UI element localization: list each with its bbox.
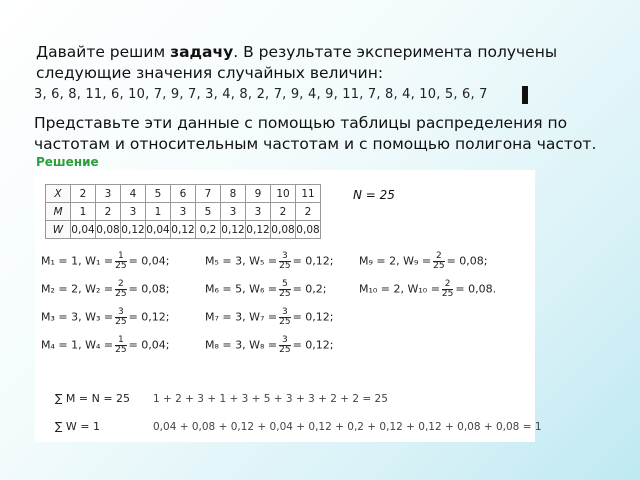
- sum-label: ∑ W = 1: [55, 420, 100, 433]
- mw-rhs: = 0,12;: [128, 310, 170, 324]
- fraction: [279, 336, 290, 355]
- mw-lhs: M₂ = 2, W₂ =: [41, 282, 114, 296]
- table-cell: 1: [146, 203, 171, 221]
- fraction: [279, 252, 290, 271]
- fraction-denominator: 25: [441, 289, 454, 299]
- table-cell: 0,04: [146, 221, 171, 239]
- mw-rhs: = 0,08;: [128, 282, 170, 296]
- fraction-numerator: 3: [279, 336, 290, 346]
- fraction-numerator: 1: [115, 336, 126, 346]
- mw-calculation: [41, 252, 169, 271]
- fraction: [115, 336, 126, 355]
- fraction-denominator: 25: [279, 289, 291, 299]
- fraction-numerator: 1: [115, 252, 126, 262]
- text-cursor-bar: [522, 86, 528, 104]
- mw-calculation: [205, 336, 333, 355]
- solution-panel: [35, 170, 542, 442]
- mw-calculation: [205, 308, 333, 327]
- mw-calculation: [359, 280, 496, 299]
- fraction: [442, 280, 453, 299]
- total-count: N = 25: [353, 188, 395, 202]
- table-cell: 0,2: [196, 221, 221, 239]
- table-cell: 0,08: [96, 221, 121, 239]
- mw-rhs: = 0,04;: [128, 254, 170, 268]
- fraction: [279, 280, 290, 299]
- table-cell: 3: [96, 185, 121, 203]
- table-cell: 0,12: [221, 221, 246, 239]
- fraction-denominator: 25: [115, 289, 127, 299]
- mw-rhs: = 0,08.: [455, 282, 497, 296]
- values-list: 3, 6, 8, 11, 6, 10, 7, 9, 7, 3, 4, 8, 2, 7, 9, 4, 9, 11, 7, 8, 4, 10, 5, 6, 7: [34, 87, 488, 102]
- mw-rhs: = 0,12;: [292, 338, 334, 352]
- fraction-denominator: 25: [115, 261, 127, 271]
- fraction: [115, 252, 126, 271]
- fraction-denominator: 25: [115, 345, 127, 355]
- table-cell: 5: [196, 203, 221, 221]
- mw-rhs: = 0,08;: [446, 254, 488, 268]
- table-cell: 10: [271, 185, 296, 203]
- mw-lhs: M₇ = 3, W₇ =: [205, 310, 278, 324]
- table-cell: 3: [171, 203, 196, 221]
- table-cell: 2: [296, 203, 321, 221]
- table-cell: 5: [146, 185, 171, 203]
- frequency-table: [45, 184, 321, 239]
- mw-calculation: [41, 336, 169, 355]
- fraction: [279, 308, 290, 327]
- fraction-numerator: 2: [115, 280, 126, 290]
- mw-lhs: M₃ = 3, W₃ =: [41, 310, 114, 324]
- table-cell: 11: [296, 185, 321, 203]
- row-header: X: [46, 185, 71, 203]
- mw-calculation: [205, 252, 333, 271]
- table-cell: 8: [221, 185, 246, 203]
- task-paragraph: Представьте эти данные с помощью таблицы распределения по частотам и относительным частотам и с помощью полигона частот.: [34, 114, 597, 153]
- fraction-denominator: 25: [279, 317, 291, 327]
- mw-lhs: M₁ = 1, W₁ =: [41, 254, 114, 268]
- fraction-numerator: 3: [279, 308, 290, 318]
- sum-expression: 1 + 2 + 3 + 1 + 3 + 5 + 3 + 3 + 2 + 2 = 25: [153, 393, 388, 405]
- table-cell: 3: [121, 203, 146, 221]
- fraction-numerator: 2: [433, 252, 444, 262]
- mw-lhs: M₄ = 1, W₄ =: [41, 338, 114, 352]
- table-cell: 3: [221, 203, 246, 221]
- intro-text-2: . В результате эксперимента получены следующие значения случайных величин:: [36, 43, 558, 82]
- mw-rhs: = 0,12;: [292, 254, 334, 268]
- mw-calculation: [205, 280, 326, 299]
- mw-rhs: = 0,2;: [292, 282, 327, 296]
- fraction-denominator: 25: [433, 261, 445, 271]
- intro-text-1: Давайте решим: [36, 43, 171, 61]
- table-cell: 0,12: [246, 221, 271, 239]
- table-cell: 9: [246, 185, 271, 203]
- fraction: [115, 280, 126, 299]
- fraction-denominator: 25: [279, 261, 291, 271]
- mw-lhs: M₅ = 3, W₅ =: [205, 254, 278, 268]
- row-header: W: [46, 221, 71, 239]
- table-cell: 0,08: [271, 221, 296, 239]
- sum-expression: 0,04 + 0,08 + 0,12 + 0,04 + 0,12 + 0,2 + 0,12 + 0,12 + 0,08 + 0,08 = 1: [153, 421, 542, 433]
- fraction: [433, 252, 444, 271]
- table-cell: 0,08: [296, 221, 321, 239]
- table-cell: 4: [121, 185, 146, 203]
- table-cell: 0,12: [121, 221, 146, 239]
- table-cell: 3: [246, 203, 271, 221]
- fraction-numerator: 3: [115, 308, 126, 318]
- table-row: [46, 203, 321, 221]
- fraction-denominator: 25: [279, 345, 291, 355]
- mw-lhs: M₉ = 2, W₉ =: [359, 254, 432, 268]
- fraction-denominator: 25: [115, 317, 127, 327]
- table-cell: 0,12: [171, 221, 196, 239]
- mw-calculation: [41, 308, 169, 327]
- table-cell: 1: [71, 203, 96, 221]
- table-cell: 2: [271, 203, 296, 221]
- mw-rhs: = 0,12;: [292, 310, 334, 324]
- table-cell: 7: [196, 185, 221, 203]
- row-header: M: [46, 203, 71, 221]
- solution-link[interactable]: Решение: [36, 155, 99, 169]
- mw-lhs: M₁₀ = 2, W₁₀ =: [359, 282, 440, 296]
- fraction-numerator: 2: [442, 280, 453, 290]
- mw-lhs: M₆ = 5, W₆ =: [205, 282, 278, 296]
- table-cell: 2: [71, 185, 96, 203]
- table-row: [46, 185, 321, 203]
- intro-paragraph: [36, 42, 596, 84]
- fraction-numerator: 3: [279, 252, 290, 262]
- fraction: [115, 308, 126, 327]
- table-cell: 6: [171, 185, 196, 203]
- table-cell: 0,04: [71, 221, 96, 239]
- fraction-numerator: 5: [279, 280, 290, 290]
- intro-bold-word: задачу: [170, 43, 234, 61]
- mw-calculation: [359, 252, 487, 271]
- mw-lhs: M₈ = 3, W₈ =: [205, 338, 278, 352]
- table-cell: 2: [96, 203, 121, 221]
- table-row: [46, 221, 321, 239]
- mw-calculation: [41, 280, 169, 299]
- mw-rhs: = 0,04;: [128, 338, 170, 352]
- sum-label: ∑ M = N = 25: [55, 392, 131, 405]
